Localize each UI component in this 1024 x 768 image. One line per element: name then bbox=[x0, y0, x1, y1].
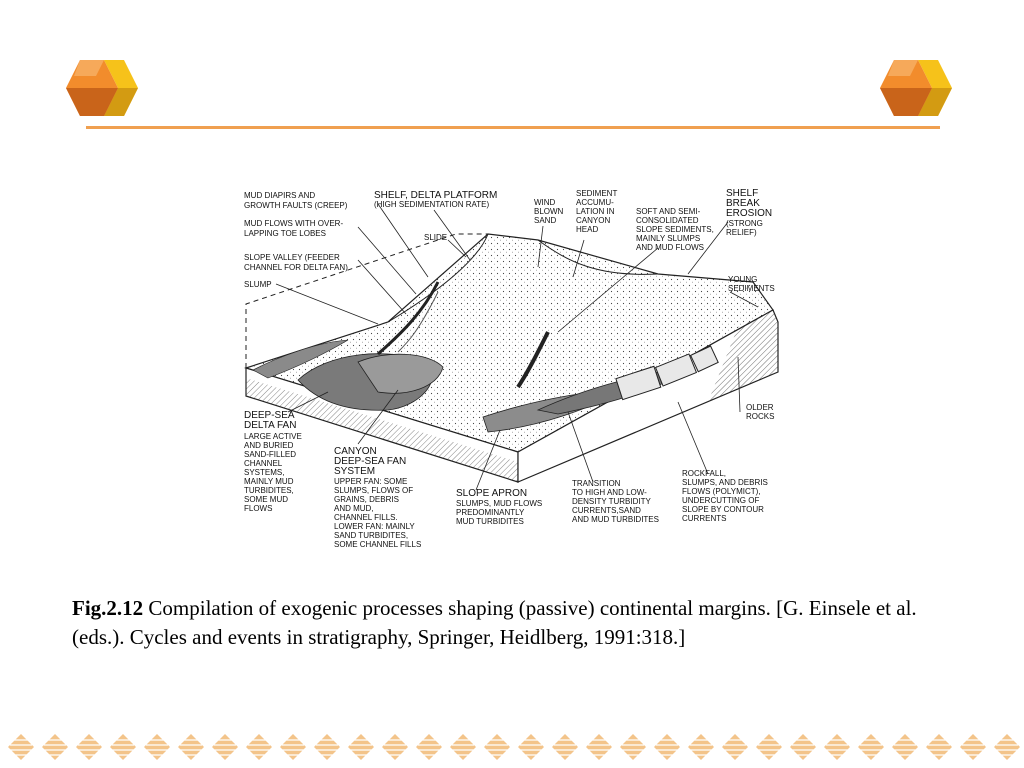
footer-diamond bbox=[8, 734, 34, 760]
figure-caption bbox=[72, 594, 952, 652]
footer-diamond bbox=[76, 734, 102, 760]
footer-diamond bbox=[348, 734, 374, 760]
label-shelf-delta: SHELF, DELTA PLATFORM (HIGH SEDIMENTATION RATE) bbox=[374, 190, 498, 209]
footer-diamond bbox=[620, 734, 646, 760]
footer-diamond bbox=[892, 734, 918, 760]
footer-diamond bbox=[722, 734, 748, 760]
label-slope-valley: SLOPE VALLEY (FEEDER CHANNEL FOR DELTA FAN) bbox=[244, 253, 348, 272]
cube-logo-icon bbox=[66, 58, 138, 118]
label-soft-semi-consolidated: SOFT AND SEMI-CONSOLIDATED SLOPE SEDIMENTS, MAINLY SLUMPS AND MUD FLOWS bbox=[636, 207, 714, 252]
footer-diamond bbox=[280, 734, 306, 760]
footer-diamond bbox=[790, 734, 816, 760]
label-canyon-fan: CANYON DEEP-SEA FAN SYSTEM bbox=[334, 446, 407, 477]
label-strong-relief: (STRONG RELIEF) bbox=[726, 219, 763, 237]
footer-diamond bbox=[110, 734, 136, 760]
figure-number: Fig.2.12 bbox=[72, 596, 144, 620]
footer-diamond bbox=[144, 734, 170, 760]
label-deep-sea-delta-desc: LARGE ACTIVE AND BURIED SAND-FILLED CHANNEL SYSTEMS, MAINLY MUD TURBIDITES, SOME MUD FLOWS bbox=[244, 432, 302, 513]
footer-diamond-pattern bbox=[0, 732, 1024, 762]
footer-diamond bbox=[246, 734, 272, 760]
footer-diamond bbox=[994, 734, 1020, 760]
label-young-sediments: YOUNG SEDIMENTS bbox=[728, 275, 775, 293]
footer-diamond bbox=[756, 734, 782, 760]
label-slump: SLUMP bbox=[244, 280, 272, 289]
label-mud-flows: MUD FLOWS WITH OVER-LAPPING TOE LOBES bbox=[244, 219, 344, 238]
footer-diamond bbox=[518, 734, 544, 760]
footer-diamond bbox=[960, 734, 986, 760]
label-slope-apron: SLOPE APRON bbox=[456, 488, 528, 499]
footer-diamond bbox=[586, 734, 612, 760]
footer-diamond bbox=[212, 734, 238, 760]
label-shelf-break: SHELF BREAK EROSION bbox=[726, 188, 773, 219]
footer-diamond bbox=[314, 734, 340, 760]
footer-diamond bbox=[484, 734, 510, 760]
label-rockfall: ROCKFALL, SLUMPS, AND DEBRIS FLOWS (POLYMICT), UNDERCUTTING OF SLOPE BY CONTOUR CURRENTS bbox=[682, 469, 768, 523]
continental-margin-diagram bbox=[238, 182, 786, 548]
header-divider bbox=[86, 126, 940, 129]
footer-diamond bbox=[926, 734, 952, 760]
cube-logo-icon bbox=[880, 58, 952, 118]
footer-diamond bbox=[858, 734, 884, 760]
label-older-rocks: OLDER ROCKS bbox=[746, 403, 775, 421]
label-mud-diapirs: MUD DIAPIRS AND GROWTH FAULTS (CREEP) bbox=[244, 191, 348, 210]
label-slide: SLIDE bbox=[424, 233, 448, 242]
footer-diamond bbox=[42, 734, 68, 760]
footer-diamond bbox=[416, 734, 442, 760]
footer-diamond bbox=[450, 734, 476, 760]
label-transition: TRANSITION TO HIGH AND LOW-DENSITY TURBIDITY CURRENTS,SAND AND MUD TURBIDITES bbox=[572, 479, 659, 524]
label-wind-blown: WIND BLOWN SAND bbox=[534, 198, 564, 225]
caption-text: Compilation of exogenic processes shaping (passive) continental margins. [G. Einsele et al. (eds.). Cycles and events in stratigraphy, Springer, Heidlberg, 1991:318.] bbox=[72, 596, 917, 649]
footer-diamond bbox=[654, 734, 680, 760]
footer-diamond bbox=[382, 734, 408, 760]
footer-diamond bbox=[178, 734, 204, 760]
label-slope-apron-desc: SLUMPS, MUD FLOWS PREDOMINANTLY MUD TURBIDITES bbox=[456, 499, 543, 526]
footer-diamond bbox=[688, 734, 714, 760]
footer-diamond bbox=[824, 734, 850, 760]
label-deep-sea-delta-fan: DEEP-SEA DELTA FAN bbox=[244, 410, 297, 431]
footer-diamond bbox=[552, 734, 578, 760]
label-canyon-fan-desc: UPPER FAN: SOME SLUMPS, FLOWS OF GRAINS, DEBRIS AND MUD, CHANNEL FILLS. LOWER FAN: MAINLY SAND TURBIDITES, SOME CHANNEL FILLS bbox=[334, 477, 422, 548]
label-sediment-accumulation: SEDIMENT ACCUMU-LATION IN CANYON HEAD bbox=[576, 189, 618, 234]
